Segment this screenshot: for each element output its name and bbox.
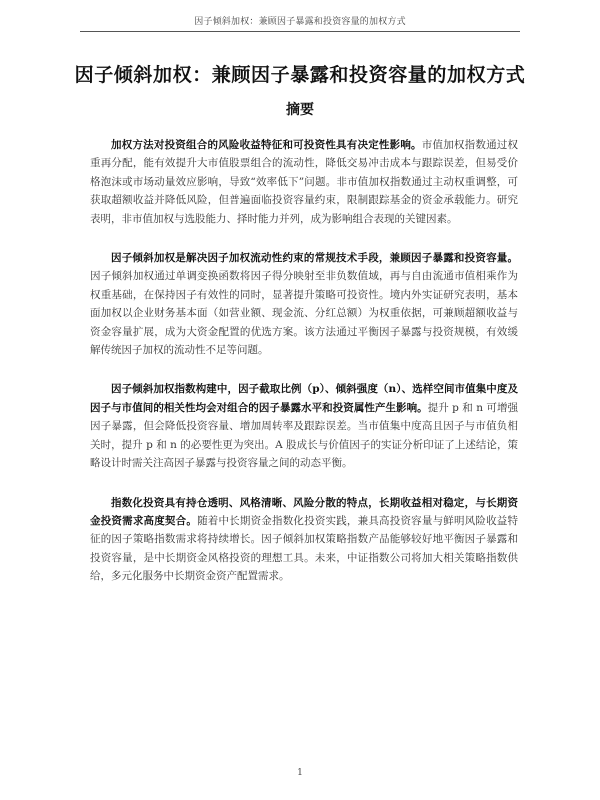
paragraph-3-text: 提升 p 和 n 可增强因子暴露，但会降低投资容量、增加周转率及跟踪误差。当市值集中度高且因子与市值负相关时，提升 p 和 n 的必要性更为突出。A 股成长与价值因子的实证分析印证了上述结论，策略设计时需关注高因子暴露与投资容量之间的动态平衡。 [90, 401, 518, 470]
abstract-heading: 摘要 [286, 102, 314, 118]
page-number: 1 [297, 768, 303, 778]
paragraph-2-text: 因子倾斜加权通过单调变换函数将因子得分映射至非负数值域，再与自由流通市值相乘作为权重基础，在保持因子有效性的同时，显著提升策略可投资性。境内外实证研究表明，基本面加权以企业财务基本面（如营业额、现金流、分红总额）为权重依据，可兼顾超额收益与资金容量扩展，成为大资金配置的优选方案。该方法通过平衡因子暴露与投资规模，有效缓解传统因子加权的流动性不足等问题。 [90, 270, 518, 357]
running-header: 因子倾斜加权：兼顾因子暴露和投资容量的加权方式 [194, 17, 406, 27]
abstract-paragraph-3 [90, 380, 518, 472]
paragraph-1-lead: 加权方法对投资组合的风险收益特征和可投资性具有决定性影响。 [111, 139, 422, 151]
paragraph-1-text: 市值加权指数通过权重再分配，能有效提升大市值股票组合的流动性，降低交易冲击成本与跟踪误差，但易受价格泡沫或市场动量效应影响，导致“效率低下”问题。非市值加权指数通过主动权重调整，可获取超额收益并降低风险，但普遍面临投资容量约束，限制跟踪基金的资金承载能力。研究表明，非市值加权与选股能力、择时能力并列，成为影响组合表现的关键因素。 [90, 139, 519, 225]
abstract-paragraph-1 [90, 136, 518, 228]
header-divider [80, 31, 520, 32]
document-title: 因子倾斜加权：兼顾因子暴露和投资容量的加权方式 [74, 64, 526, 86]
paragraph-4-lead: 指数化投资具有持仓透明、风格清晰、风险分散的特点，长期收益相对稳定，与长期资金投资需求高度契合。 [90, 496, 518, 527]
abstract-paragraph-4 [90, 494, 518, 586]
paragraph-4-text: 随着中长期资金指数化投资实践，兼具高投资容量与鲜明风险收益特征的因子策略指数需求将持续增长。因子倾斜加权策略指数产品能够较好地平衡因子暴露和投资容量，是中长期资金风格投资的理想工具。未来，中证指数公司将加大相关策略指数供给，多元化服务中长期资金资产配置需求。 [90, 514, 519, 583]
abstract-paragraph-2 [90, 249, 518, 359]
paragraph-2-lead: 因子倾斜加权是解决因子加权流动性约束的常规技术手段，兼顾因子暴露和投资容量。 [111, 252, 518, 265]
abstract-body [90, 136, 518, 607]
paragraph-3-lead: 因子倾斜加权指数构建中，因子截取比例（p）、倾斜强度（n）、选样空间市值集中度及因子与市值间的相关性均会对组合的因子暴露水平和投资属性产生影响。 [90, 383, 518, 414]
